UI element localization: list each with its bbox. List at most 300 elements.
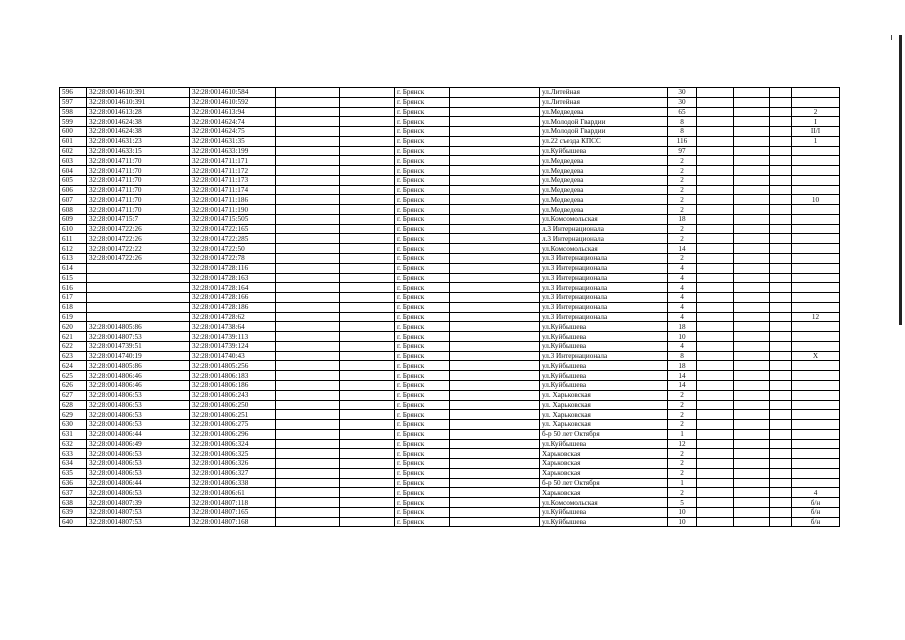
object-number-cell: 32:28:0014728:166 [190, 293, 276, 303]
empty-cell [697, 498, 734, 508]
building-note-cell [792, 459, 840, 469]
empty-cell [697, 302, 734, 312]
empty-cell [340, 322, 395, 332]
empty-cell [697, 146, 734, 156]
empty-cell [770, 224, 792, 234]
object-number-cell: 32:28:0014715:505 [190, 214, 276, 224]
empty-cell [770, 97, 792, 107]
empty-cell [697, 332, 734, 342]
empty-cell [697, 273, 734, 283]
empty-cell [276, 429, 340, 439]
empty-cell [276, 136, 340, 146]
city-cell: г. Брянск [395, 468, 450, 478]
street-cell: ул. Харьковская [540, 390, 668, 400]
empty-cell [276, 517, 340, 527]
table-row [60, 351, 840, 361]
house-number-cell: 8 [668, 351, 697, 361]
street-cell: Харьковская [540, 488, 668, 498]
street-cell: ул.Литейная [540, 88, 668, 98]
city-cell: г. Брянск [395, 478, 450, 488]
building-note-cell [792, 293, 840, 303]
table-row [60, 380, 840, 390]
empty-cell [697, 371, 734, 381]
table-row [60, 273, 840, 283]
city-cell: г. Брянск [395, 371, 450, 381]
object-number-cell: 32:28:0014728:62 [190, 312, 276, 322]
row-number-cell: 624 [60, 361, 87, 371]
house-number-cell: 4 [668, 341, 697, 351]
empty-cell [340, 214, 395, 224]
empty-cell [450, 244, 540, 254]
city-cell: г. Брянск [395, 283, 450, 293]
house-number-cell: 8 [668, 117, 697, 127]
object-number-cell: 32:28:0014806:251 [190, 410, 276, 420]
city-cell: г. Брянск [395, 488, 450, 498]
empty-cell [697, 136, 734, 146]
city-cell: г. Брянск [395, 351, 450, 361]
empty-cell [697, 439, 734, 449]
table-row [60, 254, 840, 264]
building-note-cell: 2 [792, 107, 840, 117]
empty-cell [770, 498, 792, 508]
empty-cell [770, 107, 792, 117]
empty-cell [734, 234, 770, 244]
house-number-cell: 2 [668, 410, 697, 420]
empty-cell [734, 127, 770, 137]
parcel-number-cell: 32:28:0014807:53 [87, 507, 190, 517]
city-cell: г. Брянск [395, 273, 450, 283]
house-number-cell: 2 [668, 175, 697, 185]
empty-cell [276, 332, 340, 342]
empty-cell [734, 478, 770, 488]
empty-cell [770, 400, 792, 410]
row-number-cell: 618 [60, 302, 87, 312]
empty-cell [734, 400, 770, 410]
empty-cell [770, 459, 792, 469]
city-cell: г. Брянск [395, 166, 450, 176]
street-cell: ул.22 съезда КПСС [540, 136, 668, 146]
empty-cell [340, 224, 395, 234]
empty-cell [450, 224, 540, 234]
empty-cell [770, 312, 792, 322]
parcel-number-cell: 32:28:0014805:86 [87, 322, 190, 332]
parcel-number-cell: 32:28:0014806:53 [87, 449, 190, 459]
empty-cell [697, 263, 734, 273]
street-cell: ул.Медведева [540, 156, 668, 166]
object-number-cell: 32:28:0014806:61 [190, 488, 276, 498]
house-number-cell: 5 [668, 498, 697, 508]
empty-cell [734, 488, 770, 498]
object-number-cell: 32:28:0014807:165 [190, 507, 276, 517]
empty-cell [734, 175, 770, 185]
empty-cell [697, 459, 734, 469]
empty-cell [450, 88, 540, 98]
parcel-number-cell: 32:28:0014610:391 [87, 88, 190, 98]
empty-cell [276, 263, 340, 273]
empty-cell [734, 380, 770, 390]
table-row [60, 478, 840, 488]
empty-cell [276, 234, 340, 244]
table-row [60, 175, 840, 185]
parcel-number-cell: 32:28:0014613:28 [87, 107, 190, 117]
empty-cell [340, 127, 395, 137]
house-number-cell: 18 [668, 322, 697, 332]
house-number-cell: 4 [668, 283, 697, 293]
empty-cell [276, 351, 340, 361]
empty-cell [697, 361, 734, 371]
street-cell: ул.3 Интернационала [540, 312, 668, 322]
empty-cell [340, 390, 395, 400]
empty-cell [340, 361, 395, 371]
parcel-number-cell: 32:28:0014624:38 [87, 117, 190, 127]
empty-cell [276, 371, 340, 381]
empty-cell [276, 341, 340, 351]
object-number-cell: 32:28:0014722:50 [190, 244, 276, 254]
row-number-cell: 640 [60, 517, 87, 527]
empty-cell [340, 117, 395, 127]
table-row [60, 361, 840, 371]
city-cell: г. Брянск [395, 146, 450, 156]
empty-cell [770, 322, 792, 332]
building-note-cell [792, 371, 840, 381]
building-note-cell [792, 273, 840, 283]
object-number-cell: 32:28:0014806:296 [190, 429, 276, 439]
object-number-cell: 32:28:0014610:592 [190, 97, 276, 107]
house-number-cell: 2 [668, 254, 697, 264]
city-cell: г. Брянск [395, 156, 450, 166]
city-cell: г. Брянск [395, 312, 450, 322]
object-number-cell: 32:28:0014740:43 [190, 351, 276, 361]
parcel-number-cell: 32:28:0014740:19 [87, 351, 190, 361]
row-number-cell: 637 [60, 488, 87, 498]
empty-cell [734, 107, 770, 117]
empty-cell [340, 97, 395, 107]
empty-cell [340, 156, 395, 166]
row-number-cell: 606 [60, 185, 87, 195]
city-cell: г. Брянск [395, 390, 450, 400]
table-row [60, 449, 840, 459]
empty-cell [450, 517, 540, 527]
table-row [60, 488, 840, 498]
empty-cell [276, 302, 340, 312]
empty-cell [697, 468, 734, 478]
object-number-cell: 32:28:0014805:256 [190, 361, 276, 371]
city-cell: г. Брянск [395, 302, 450, 312]
city-cell: г. Брянск [395, 410, 450, 420]
building-note-cell [792, 341, 840, 351]
street-cell: ул.Куйбышева [540, 380, 668, 390]
house-number-cell: 116 [668, 136, 697, 146]
empty-cell [450, 117, 540, 127]
empty-cell [340, 449, 395, 459]
object-number-cell: 32:28:0014624:74 [190, 117, 276, 127]
empty-cell [340, 107, 395, 117]
empty-cell [770, 117, 792, 127]
empty-cell [770, 410, 792, 420]
empty-cell [276, 97, 340, 107]
object-number-cell: 32:28:0014728:163 [190, 273, 276, 283]
empty-cell [450, 488, 540, 498]
house-number-cell: 10 [668, 332, 697, 342]
empty-cell [734, 224, 770, 234]
empty-cell [697, 410, 734, 420]
empty-cell [450, 400, 540, 410]
row-number-cell: 630 [60, 420, 87, 430]
city-cell: г. Брянск [395, 439, 450, 449]
empty-cell [450, 302, 540, 312]
empty-cell [340, 507, 395, 517]
empty-cell [340, 410, 395, 420]
parcel-number-cell: 32:28:0014806:46 [87, 380, 190, 390]
table-row [60, 283, 840, 293]
empty-cell [340, 234, 395, 244]
city-cell: г. Брянск [395, 195, 450, 205]
object-number-cell: 32:28:0014711:171 [190, 156, 276, 166]
empty-cell [734, 302, 770, 312]
empty-cell [734, 117, 770, 127]
building-note-cell [792, 478, 840, 488]
building-note-cell: 10 [792, 195, 840, 205]
street-cell: ул.3 Интернационала [540, 283, 668, 293]
empty-cell [697, 420, 734, 430]
empty-cell [770, 234, 792, 244]
empty-cell [276, 400, 340, 410]
empty-cell [450, 410, 540, 420]
empty-cell [340, 400, 395, 410]
object-number-cell: 32:28:0014806:275 [190, 420, 276, 430]
empty-cell [276, 195, 340, 205]
street-cell: ул. Харьковская [540, 420, 668, 430]
empty-cell [276, 507, 340, 517]
street-cell: ул.Куйбышева [540, 439, 668, 449]
building-note-cell: I [792, 117, 840, 127]
empty-cell [450, 390, 540, 400]
building-note-cell [792, 166, 840, 176]
city-cell: г. Брянск [395, 185, 450, 195]
parcel-number-cell: 32:28:0014711:70 [87, 205, 190, 215]
empty-cell [770, 371, 792, 381]
street-cell: ул.Комсомольская [540, 498, 668, 508]
city-cell: г. Брянск [395, 507, 450, 517]
object-number-cell: 32:28:0014806:243 [190, 390, 276, 400]
building-note-cell [792, 390, 840, 400]
empty-cell [340, 263, 395, 273]
street-cell: ул.Куйбышева [540, 517, 668, 527]
empty-cell [697, 429, 734, 439]
empty-cell [734, 439, 770, 449]
table-row [60, 234, 840, 244]
empty-cell [697, 283, 734, 293]
empty-cell [276, 498, 340, 508]
row-number-cell: 614 [60, 263, 87, 273]
empty-cell [770, 156, 792, 166]
parcel-number-cell: 32:28:0014711:70 [87, 175, 190, 185]
table-row [60, 117, 840, 127]
empty-cell [276, 468, 340, 478]
empty-cell [450, 507, 540, 517]
building-note-cell [792, 439, 840, 449]
table-row [60, 371, 840, 381]
row-number-cell: 608 [60, 205, 87, 215]
parcel-number-cell: 32:28:0014633:15 [87, 146, 190, 156]
city-cell: г. Брянск [395, 175, 450, 185]
city-cell: г. Брянск [395, 293, 450, 303]
object-number-cell: 32:28:0014711:186 [190, 195, 276, 205]
empty-cell [734, 429, 770, 439]
empty-cell [276, 488, 340, 498]
empty-cell [734, 322, 770, 332]
building-note-cell [792, 214, 840, 224]
empty-cell [340, 254, 395, 264]
house-number-cell: 2 [668, 234, 697, 244]
row-number-cell: 602 [60, 146, 87, 156]
empty-cell [770, 283, 792, 293]
street-cell: л.3 Интернационала [540, 234, 668, 244]
object-number-cell: 32:28:0014806:183 [190, 371, 276, 381]
empty-cell [697, 293, 734, 303]
empty-cell [770, 185, 792, 195]
empty-cell [340, 341, 395, 351]
row-number-cell: 625 [60, 371, 87, 381]
empty-cell [697, 195, 734, 205]
table-row [60, 263, 840, 273]
empty-cell [276, 439, 340, 449]
street-cell: ул.Медведева [540, 175, 668, 185]
house-number-cell: 2 [668, 449, 697, 459]
empty-cell [276, 244, 340, 254]
empty-cell [450, 185, 540, 195]
empty-cell [450, 146, 540, 156]
empty-cell [450, 97, 540, 107]
table-body [60, 88, 840, 527]
street-cell: ул.Медведева [540, 107, 668, 117]
house-number-cell: 2 [668, 400, 697, 410]
house-number-cell: 2 [668, 420, 697, 430]
table-row [60, 332, 840, 342]
building-note-cell [792, 263, 840, 273]
street-cell: ул.Куйбышева [540, 361, 668, 371]
parcel-number-cell [87, 263, 190, 273]
house-number-cell: 30 [668, 97, 697, 107]
row-number-cell: 601 [60, 136, 87, 146]
empty-cell [734, 205, 770, 215]
empty-cell [770, 127, 792, 137]
empty-cell [770, 341, 792, 351]
empty-cell [770, 244, 792, 254]
empty-cell [340, 468, 395, 478]
street-cell: Харьковская [540, 468, 668, 478]
row-number-cell: 603 [60, 156, 87, 166]
street-cell: ул.Молодой Гвардии [540, 127, 668, 137]
parcel-number-cell: 32:28:0014806:53 [87, 459, 190, 469]
empty-cell [450, 429, 540, 439]
empty-cell [340, 244, 395, 254]
empty-cell [770, 175, 792, 185]
parcel-number-cell: 32:28:0014711:70 [87, 166, 190, 176]
street-cell: ул. Харьковская [540, 400, 668, 410]
parcel-number-cell: 32:28:0014715:7 [87, 214, 190, 224]
empty-cell [734, 88, 770, 98]
parcel-number-cell: 32:28:0014711:70 [87, 195, 190, 205]
object-number-cell: 32:28:0014806:186 [190, 380, 276, 390]
empty-cell [697, 507, 734, 517]
building-note-cell [792, 468, 840, 478]
empty-cell [770, 205, 792, 215]
table-row [60, 507, 840, 517]
empty-cell [734, 312, 770, 322]
house-number-cell: 8 [668, 127, 697, 137]
empty-cell [276, 88, 340, 98]
building-note-cell: б/н [792, 507, 840, 517]
parcel-number-cell: 32:28:0014722:26 [87, 254, 190, 264]
city-cell: г. Брянск [395, 459, 450, 469]
empty-cell [276, 380, 340, 390]
object-number-cell: 32:28:0014711:173 [190, 175, 276, 185]
empty-cell [697, 156, 734, 166]
parcel-number-cell: 32:28:0014806:44 [87, 478, 190, 488]
row-number-cell: 629 [60, 410, 87, 420]
parcel-number-cell [87, 293, 190, 303]
empty-cell [276, 224, 340, 234]
empty-cell [340, 332, 395, 342]
object-number-cell: 32:28:0014631:35 [190, 136, 276, 146]
empty-cell [734, 254, 770, 264]
row-number-cell: 609 [60, 214, 87, 224]
object-number-cell: 32:28:0014722:78 [190, 254, 276, 264]
empty-cell [340, 175, 395, 185]
street-cell: ул.Молодой Гвардии [540, 117, 668, 127]
row-number-cell: 627 [60, 390, 87, 400]
object-number-cell: 32:28:0014739:113 [190, 332, 276, 342]
empty-cell [276, 127, 340, 137]
object-number-cell: 32:28:0014728:164 [190, 283, 276, 293]
street-cell: ул.Куйбышева [540, 332, 668, 342]
city-cell: г. Брянск [395, 361, 450, 371]
city-cell: г. Брянск [395, 341, 450, 351]
table-row [60, 224, 840, 234]
empty-cell [340, 478, 395, 488]
empty-cell [770, 332, 792, 342]
empty-cell [450, 322, 540, 332]
building-note-cell [792, 224, 840, 234]
row-number-cell: 600 [60, 127, 87, 137]
empty-cell [770, 478, 792, 488]
row-number-cell: 604 [60, 166, 87, 176]
parcel-number-cell: 32:28:0014806:49 [87, 439, 190, 449]
empty-cell [340, 312, 395, 322]
house-number-cell: 30 [668, 88, 697, 98]
empty-cell [697, 107, 734, 117]
building-note-cell [792, 420, 840, 430]
parcel-number-cell: 32:28:0014806:44 [87, 429, 190, 439]
row-number-cell: 626 [60, 380, 87, 390]
house-number-cell: 4 [668, 273, 697, 283]
object-number-cell: 32:28:0014806:326 [190, 459, 276, 469]
house-number-cell: 2 [668, 224, 697, 234]
empty-cell [450, 175, 540, 185]
street-cell: ул.3 Интернационала [540, 254, 668, 264]
empty-cell [340, 488, 395, 498]
row-number-cell: 605 [60, 175, 87, 185]
street-cell: б-р 50 лет Октября [540, 478, 668, 488]
row-number-cell: 597 [60, 97, 87, 107]
city-cell: г. Брянск [395, 449, 450, 459]
empty-cell [340, 459, 395, 469]
building-note-cell [792, 254, 840, 264]
city-cell: г. Брянск [395, 429, 450, 439]
empty-cell [340, 185, 395, 195]
object-number-cell: 32:28:0014610:584 [190, 88, 276, 98]
